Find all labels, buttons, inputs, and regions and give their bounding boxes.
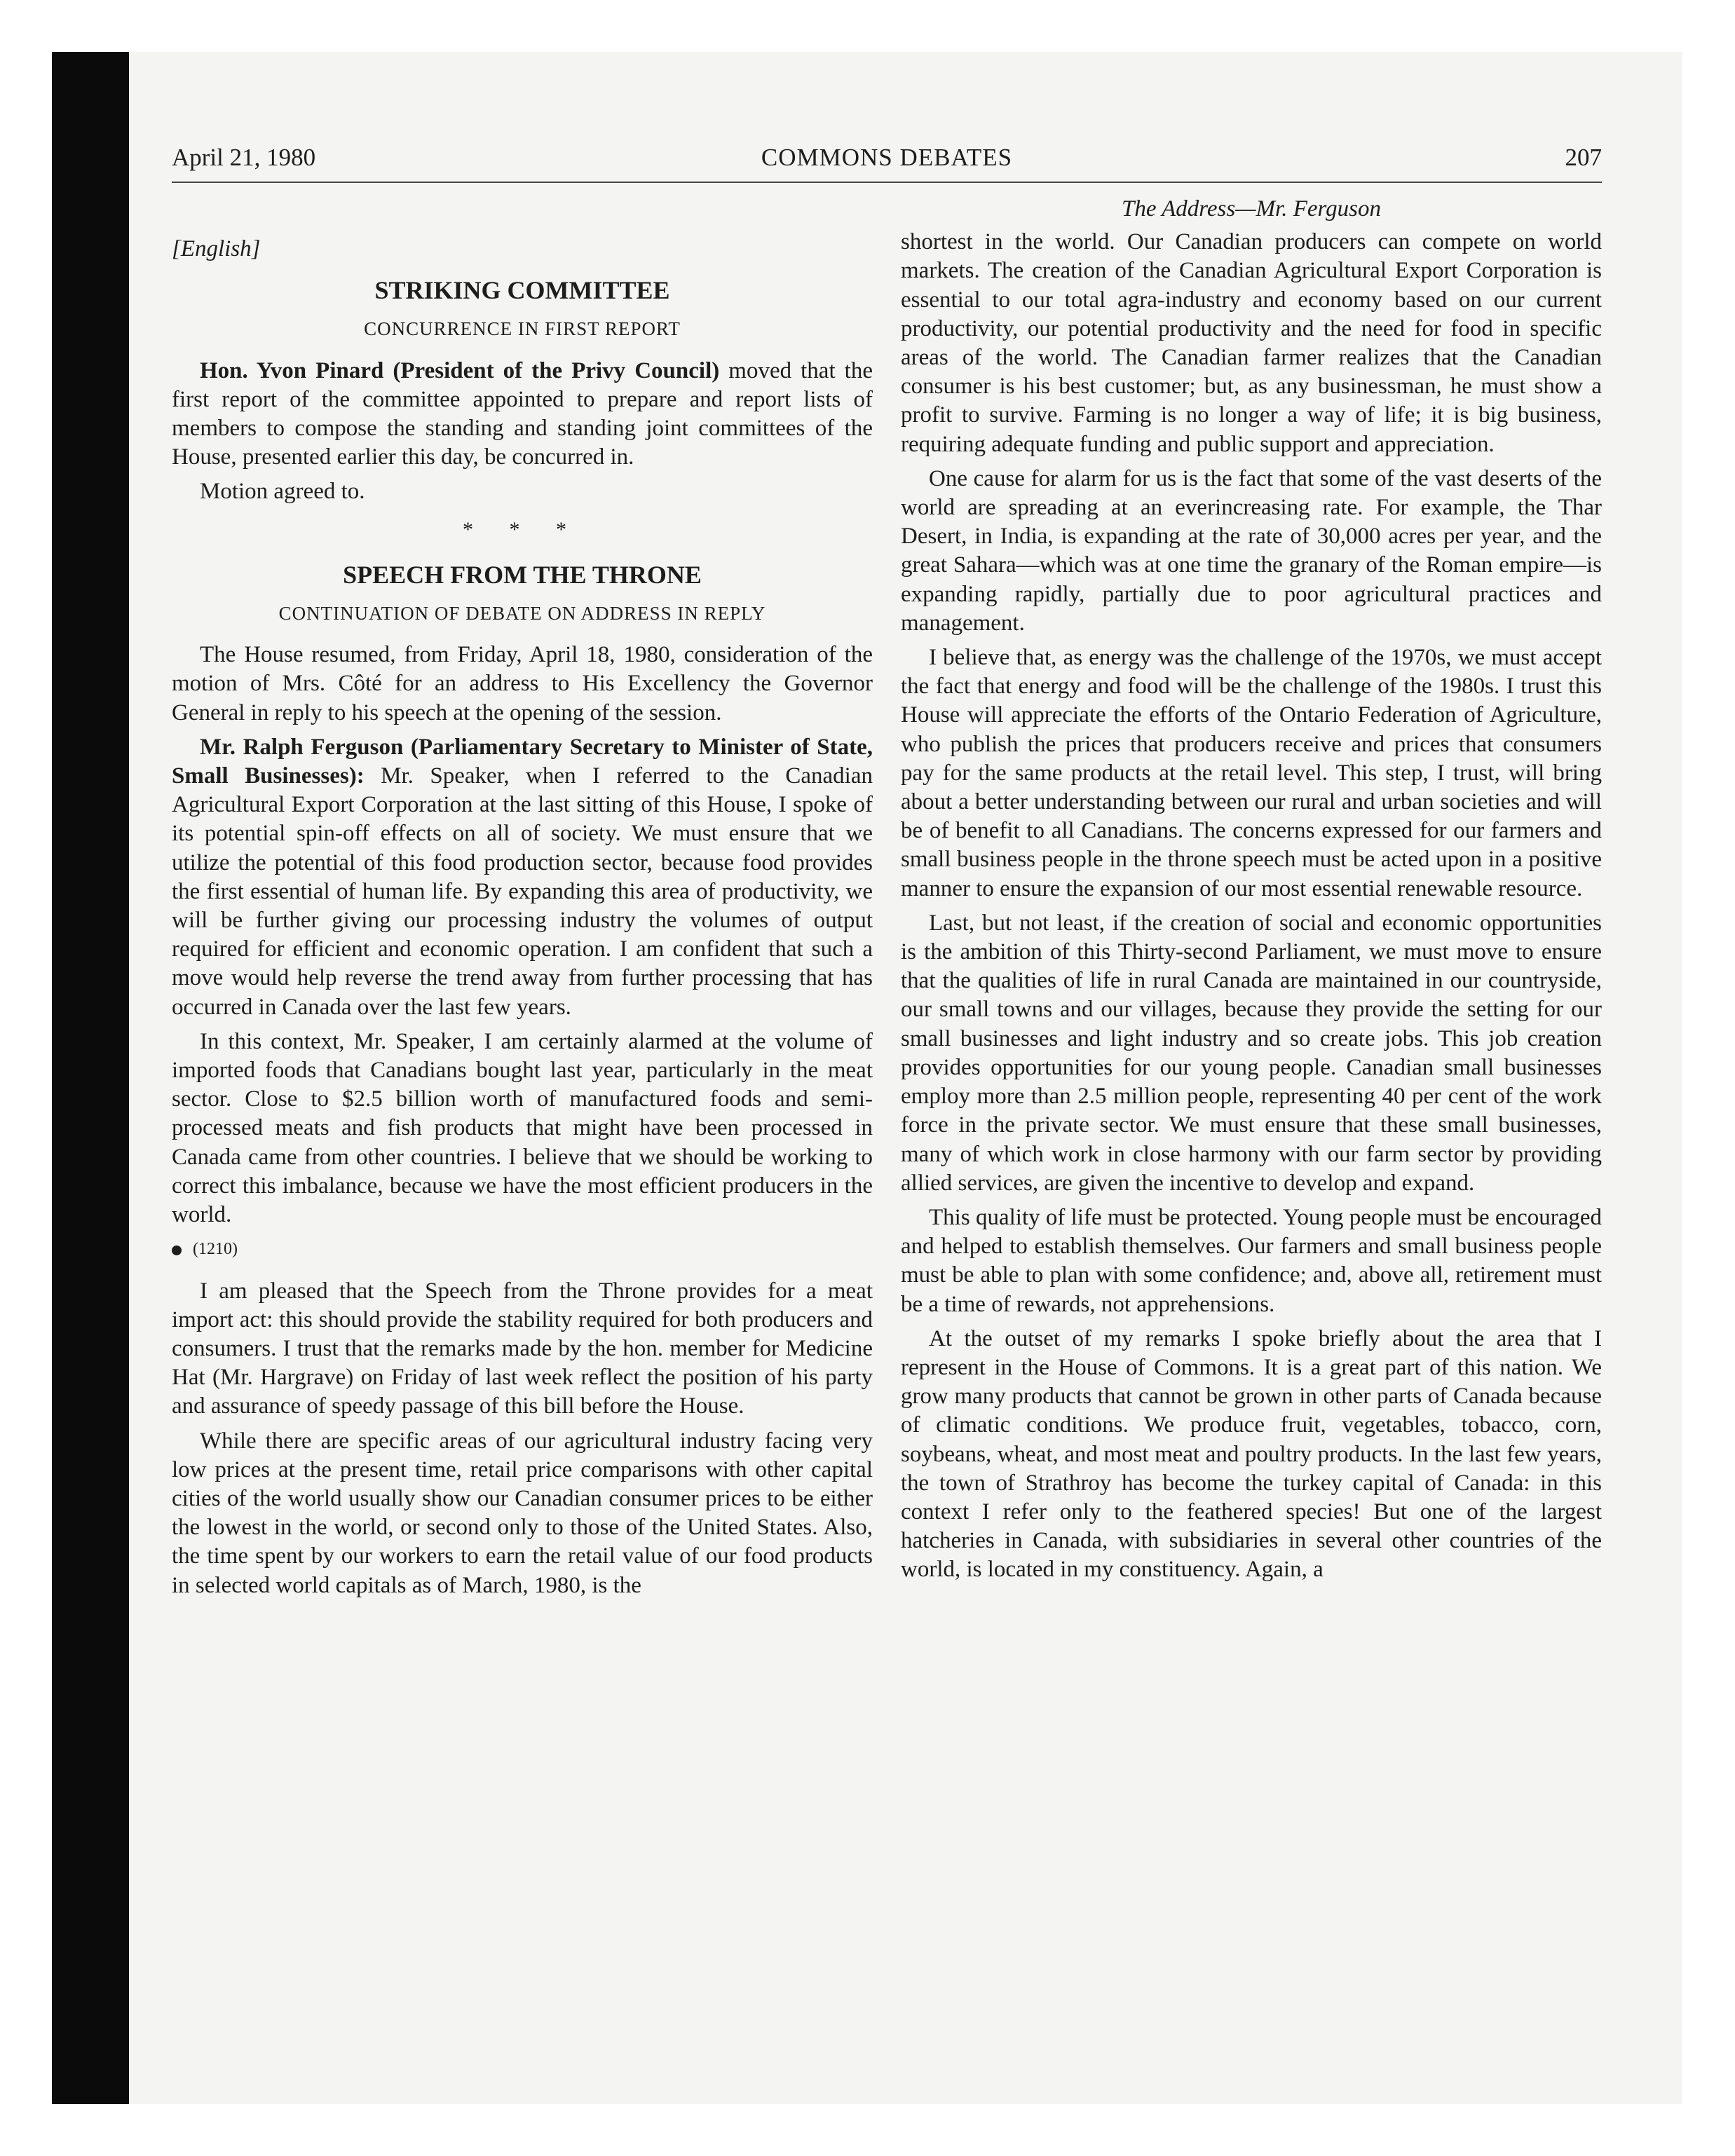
ferguson-paragraph-2: In this context, Mr. Speaker, I am certainly alarmed at the volume of imported foods that Canadians bought last year, particularly in the meat sector. Close to $2.5 billion worth of manufactured foods and semi-processed meats and fish products that might have been processed in Canada came from other countries. I believe that we should be working to correct this imbalance, because we have the most efficient producers in the world. bbox=[172, 1028, 873, 1228]
ferguson-paragraph-4: While there are specific areas of our agricultural industry facing very low prices at the present time, retail price comparisons with other capital cities of the world usually show our Canadian consumer prices to be either the lowest in the world, or second only to those of the United States. Also, the time spent by our workers to earn the retail value of our food products in selected world capitals as of March, 1980, is the bbox=[172, 1428, 873, 1598]
ferguson-paragraph-1 bbox=[172, 733, 873, 1022]
section-title-striking-committee: STRIKING COMMITTEE bbox=[374, 276, 670, 305]
left-column bbox=[172, 235, 873, 1606]
language-tag: [English] bbox=[172, 236, 261, 261]
header-date: April 21, 1980 bbox=[172, 144, 316, 171]
right-paragraph-3: I believe that, as energy was the challenge of the 1970s, we must accept the fact that energy and food will be the challenge of the 1980s. I trust this House will appreciate the efforts of the Ontario Federation of Agriculture, who publish the prices that producers receive and prices that consumers pay for the same products at the retail level. This step, I trust, will bring about a better understanding between our rural and urban societies and will be of benefit to all Canadians. The concerns expressed for our farmers and small business people in the throne speech must be acted upon in a positive manner to ensure the expansion of our most essential renewable resource. bbox=[901, 645, 1602, 901]
motion-agreed: Motion agreed to. bbox=[200, 479, 365, 505]
right-paragraph-1: shortest in the world. Our Canadian producers can compete on world markets. The creation of the Canadian Agricultural Export Corporation is essential to our total agra-industry and economy based on our current productivity, our potential productivity and the need for food in specific areas of the world. The Canadian farmer realizes that the Canadian consumer is his best customer; but, as any businessman, he must show a profit to survive. Farming is no longer a way of life; it is big business, requiring adequate funding and public support and appreciation. bbox=[901, 229, 1602, 457]
right-paragraph-5: This quality of life must be protected. Young people must be encouraged and helped to establish themselves. Our farmers and small business people must be able to plan with some confidence; and, above all, retirement must be a time of rewards, not apprehensions. bbox=[901, 1204, 1602, 1317]
running-head: The Address—Mr. Ferguson bbox=[1121, 196, 1382, 221]
motion-paragraph bbox=[172, 357, 873, 472]
scan-binding-edge bbox=[52, 52, 129, 2104]
section-subtitle-continuation: CONTINUATION OF DEBATE ON ADDRESS IN REPLY bbox=[278, 603, 766, 625]
section-subtitle-concurrence: CONCURRENCE IN FIRST REPORT bbox=[364, 318, 681, 340]
right-paragraph-2: One cause for alarm for us is the fact that some of the vast deserts of the world are spreading at an everincreasing rate. For example, the Thar Desert, in India, is expanding at the rate of 30,000 acres per year, and the great Sahara—which was at one time the granary of the Roman empire—is expanding rapidly, partially due to poor agricultural practices and management. bbox=[901, 465, 1602, 636]
speaker-name-ferguson: Mr. Ralph Ferguson (Parliamentary Secretary to Minister of State, Small Businesses): bbox=[172, 734, 873, 789]
right-paragraph-6: At the outset of my remarks I spoke briefly about the area that I represent in the House of Commons. It is a great part of this nation. We grow many products that cannot be grown in other parts of Canada because of climatic conditions. We produce fruit, vegetables, tobacco, corn, soybeans, wheat, and most meat and poultry products. In the last few years, the town of Strathroy has become the turkey capital of Canada: in this context I refer only to the feathered species! But one of the largest hatcheries in Canada, with subsidiaries in several other countries of the world, is located in my constituency. Again, a bbox=[901, 1325, 1602, 1583]
timestamp-marker bbox=[172, 1235, 873, 1264]
ferguson-paragraph-1-text: Mr. Speaker, when I referred to the Canadian Agricultural Export Corporation at the last sitting of this House, I spoke of its potential spin-off effects on all of society. We must ensure that we utilize the potential of this food production sector, because food provides the first essential of human life. By expanding this area of productivity, we will be further giving our processing industry the volumes of output required for efficient and economic operation. I am confident that such a move would help reverse the trend away from further processing that has occurred in Canada over the last few years. bbox=[172, 763, 873, 1020]
right-column bbox=[901, 195, 1602, 1590]
ferguson-paragraph-3: I am pleased that the Speech from the Throne provides for a meat import act: this should provide the stability required for both producers and consumers. I trust that the remarks made by the hon. member for Medicine Hat (Mr. Hargrave) on Friday of last week reflect the position of his party and assurance of speedy passage of this bill before the House. bbox=[172, 1278, 873, 1419]
motion-text: moved that the first report of the committee appointed to prepare and report lists of members to compose the standing and standing joint committees of the House, presented earlier this day, be concurred in. bbox=[172, 357, 873, 470]
page-header bbox=[172, 144, 1602, 183]
bullet-icon bbox=[172, 1246, 182, 1255]
page-number: 207 bbox=[1565, 144, 1602, 171]
resumption-paragraph: The House resumed, from Friday, April 18, 1980, consideration of the motion of Mrs. Côté for an address to His Excellency the Governor General in reply to his speech at the opening of the session. bbox=[172, 642, 873, 725]
section-title-throne-speech: SPEECH FROM THE THRONE bbox=[343, 560, 702, 589]
header-title: COMMONS DEBATES bbox=[761, 144, 1013, 171]
timestamp-text: (1210) bbox=[193, 1240, 238, 1259]
right-paragraph-4: Last, but not least, if the creation of social and economic opportunities is the ambition of this Thirty-second Parliament, we must move to ensure that the qualities of life in rural Canada are maintained in our countryside, our small towns and our villages, because they provide the setting for our small businesses and light industry and so create jobs. This job creation provides opportunities for our young people. Canadian small businesses employ more than 2.5 million people, representing 40 per cent of the work force in the private sector. We must ensure that these small businesses, many of which work in close harmony with our farm sector by providing allied services, are given the incentive to develop and expand. bbox=[901, 910, 1602, 1196]
section-separator-stars: * * * bbox=[463, 517, 582, 541]
speaker-name-pinard: Hon. Yvon Pinard (President of the Privy Council) bbox=[200, 357, 720, 383]
